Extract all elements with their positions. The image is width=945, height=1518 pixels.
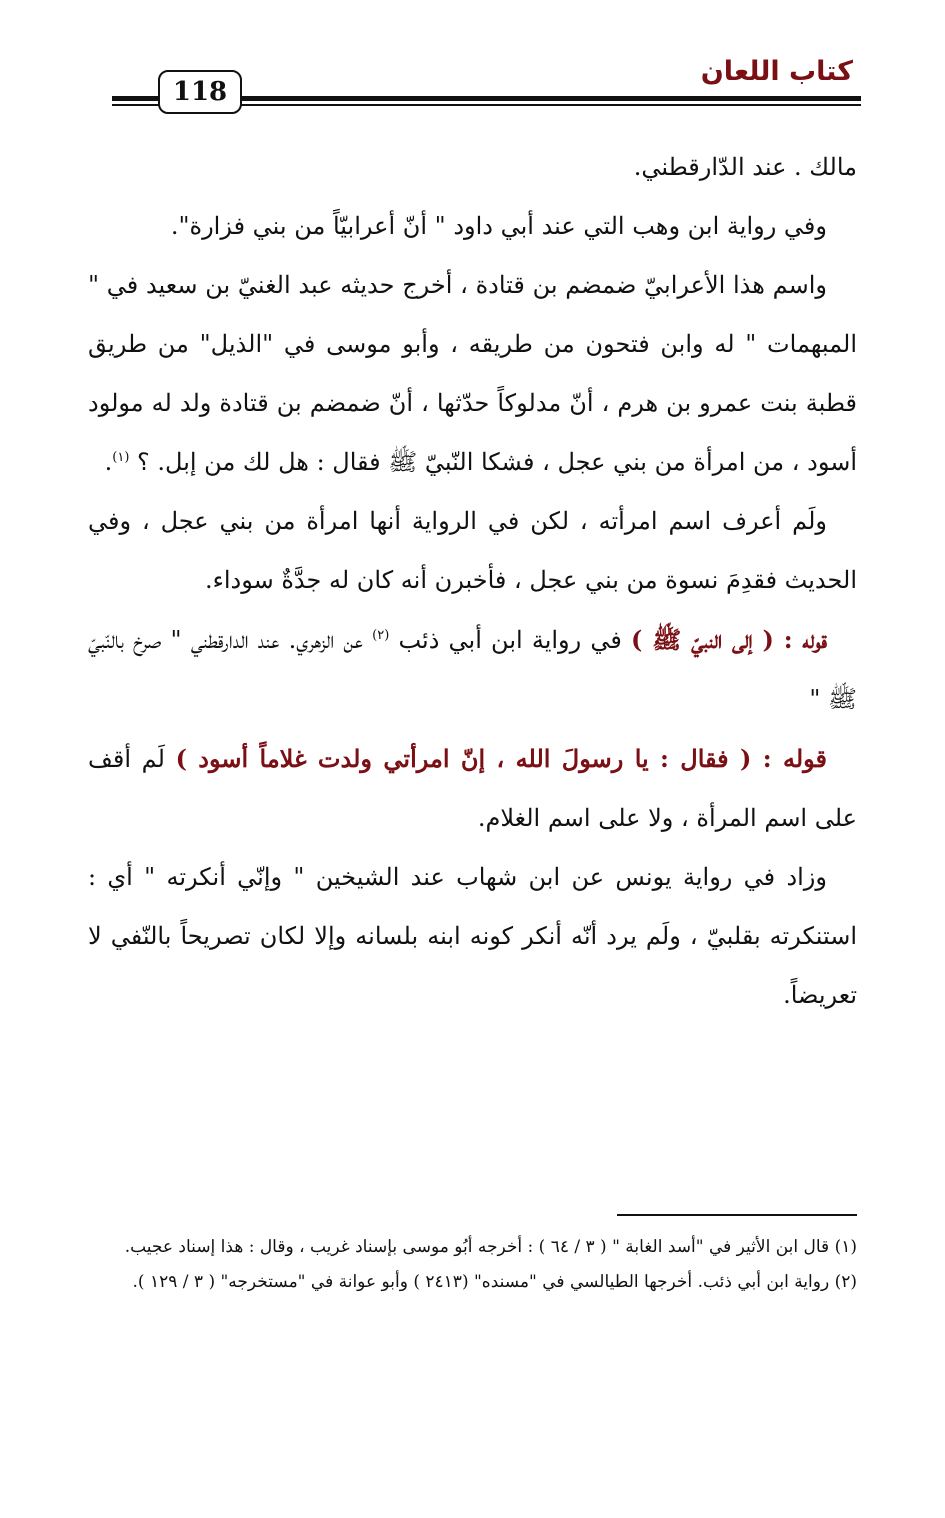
footnote: (١) قال ابن الأثير في "أسد الغابة " ( ٣ / ٦٤ ) : أخرجه أبُو موسى بإسناد غريب ، وقال : هذا إسناد عجيب. <box>124 1237 857 1257</box>
paragraph <box>88 256 857 492</box>
paragraph-text: لَم أقف على اسم المرأة ، ولا على اسم الغلام. <box>88 745 857 832</box>
footnote-separator <box>617 1214 857 1216</box>
body-text <box>88 138 857 1025</box>
page-number: 118 <box>158 70 242 114</box>
footnote-ref: (١) <box>112 450 130 465</box>
footnote-ref: (٢) <box>372 628 390 643</box>
paragraph <box>88 729 857 848</box>
book-title: كتاب اللعان <box>700 56 853 87</box>
paragraph <box>88 610 857 729</box>
paragraph-text: في رواية ابن أبي ذئب <box>389 626 632 654</box>
quote-heading: قوله : ( فقال : يا رسولَ الله ، إنّ امرأتي ولدت غلاماً أسود ) <box>175 744 828 773</box>
footnote: (٢) رواية ابن أبي ذئب. أخرجها الطيالسي في "مسنده" (٢٤١٣ ) وأبو عوانة في "مستخرجه" ( ٣ / ١٢٩ ). <box>132 1272 857 1292</box>
paragraph: ولَم أعرف اسم امرأته ، لكن في الرواية أنها امرأة من بني عجل ، وفي الحديث فقدِمَ نسوة من بني عجل ، فأخبرن أنه كان له جدَّةٌ سوداء. <box>88 507 857 594</box>
paragraph-text: واسم هذا الأعرابيّ ضمضم بن قتادة ، أخرج حديثه عبد الغنيّ بن سعيد في " المبهمات " له وابن فتحون من طريقه ، وأبو موسى في "الذيل" من طريق قطبة بنت عمرو بن هرم ، أنّ مدلوكاً حدّثها ، أنّ ضمضم بن قتادة ولد له مولود أسود ، من امرأة من بني عجل ، فشكا النّبيّ ﷺ فقال : هل لك من إبل. ؟ <box>88 271 857 476</box>
paragraph: مالك . عند الدّارقطني. <box>633 153 857 181</box>
quote-heading: قوله : ( إلى النبيّ ﷺ ) <box>631 625 827 654</box>
paragraph: وفي رواية ابن وهب التي عند أبي داود " أنّ أعرابيّاً من بني فزارة". <box>170 212 827 240</box>
paragraph-text: . <box>104 448 113 476</box>
paragraph: وزاد في رواية يونس عن ابن شهاب عند الشيخين " وإنّي أنكرته " أي : استنكرته بقلبيّ ، ولَم يرد أنّه أنكر كونه ابنه بلسانه وإلا لكان تصريحاً بالنّفي لا تعريضاً. <box>88 863 857 1009</box>
paragraph-text: عن الزهري. عند الدارقطني " صرخ بالنّبيّ ﷺ " <box>88 626 857 713</box>
footnotes <box>88 1232 857 1302</box>
